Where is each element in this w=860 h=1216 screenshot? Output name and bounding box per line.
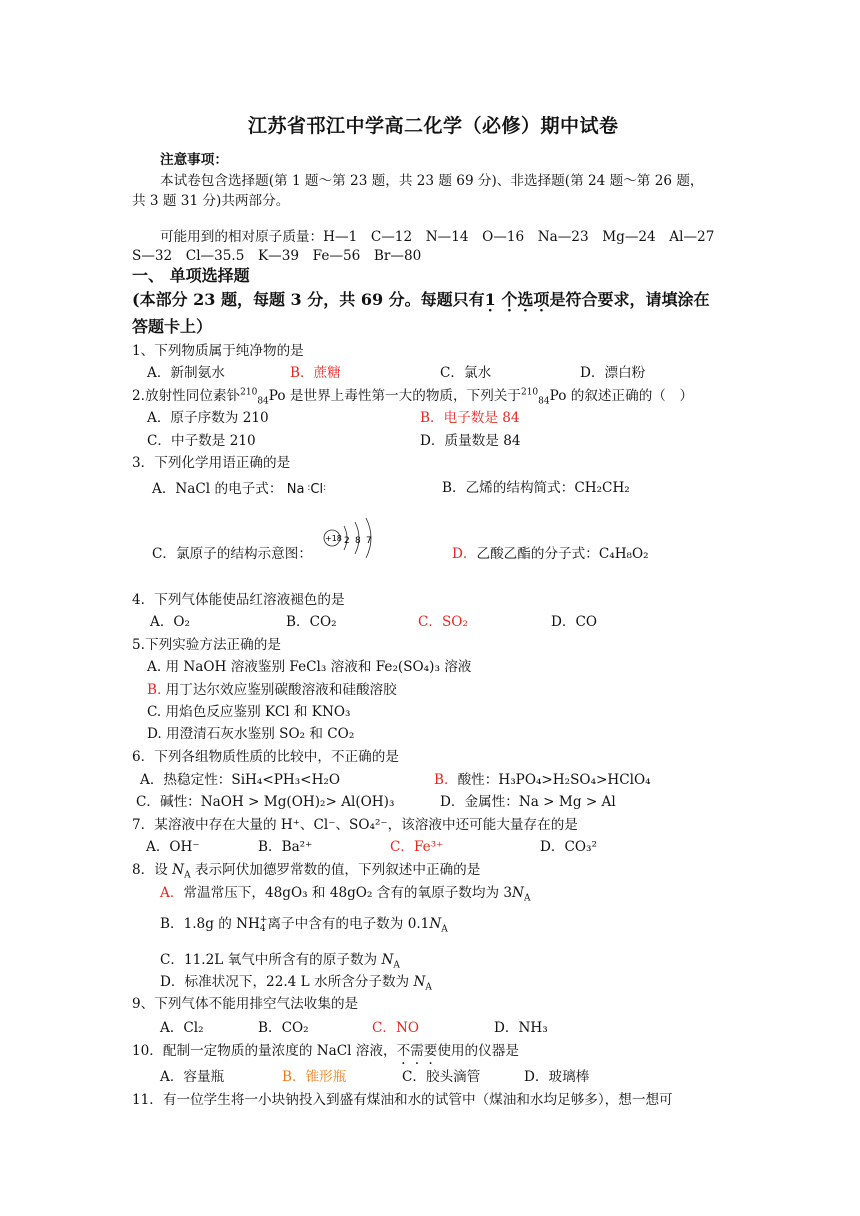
option-b: B．电子数是 84 — [420, 410, 520, 426]
option-a: A．NaCl 的电子式： Na :Cl: — [152, 481, 327, 497]
option-a: A．原子序数为 210 — [147, 410, 269, 426]
option-a: A．容量瓶 — [160, 1069, 225, 1085]
question-stem: 1、下列物质属于纯净物的是 — [132, 343, 304, 359]
option-c: C．SO₂ — [418, 614, 468, 630]
question-stem: 8．设 $N_A$ 表示阿伏加德罗常数的值，下列叙述中正确的是 — [132, 862, 481, 881]
option-c: C．碱性：NaOH > Mg(OH)₂> Al(OH)₃ — [136, 794, 395, 810]
option-a: A. 用 NaOH 溶液鉴别 FeCl₃ 溶液和 Fe₂(SO₄)₃ 溶液 — [147, 659, 472, 675]
option-d: D．CO₃² — [540, 839, 597, 855]
option-d: D. 用澄清石灰水鉴别 SO₂ 和 CO₂ — [147, 726, 355, 742]
question-stem: 11．有一位学生将一小块钠投入到盛有煤油和水的试管中（煤油和水均足够多），想一想可 — [132, 1092, 673, 1108]
option-d: D．金属性：Na > Mg > Al — [440, 794, 616, 810]
notice-heading: 注意事项： — [160, 152, 228, 168]
notice-line: 共 3 题 31 分)共两部分。 — [132, 193, 290, 209]
question-stem: 9、下列气体不能用排空气法收集的是 — [132, 996, 359, 1012]
option-a: A．O₂ — [150, 614, 191, 630]
option-b: B．乙烯的结构简式：CH₂CH₂ — [442, 480, 630, 496]
question-stem: 6．下列各组物质性质的比较中，不正确的是 — [132, 749, 399, 765]
option-c: C．氯原子的结构示意图： — [152, 546, 312, 562]
section-description: (本部分 23 题，每题 3 分，共 69 分。每题只有1 · 个选项是符合要求，请填涂在 — [132, 291, 709, 309]
option-d: D．CO — [551, 614, 598, 630]
notice-line: 本试卷包含选择题(第 1 题～第 23 题，共 23 题 69 分)、非选择题(第 24 题～第 26 题， — [160, 173, 704, 189]
option-b: B．蔗糖 — [290, 365, 341, 381]
option-a: A．常温常压下，48gO₃ 和 48gO₂ 含有的氧原子数均为 $3N_A$ — [160, 885, 531, 904]
question-stem: 3．下列化学用语正确的是 — [132, 455, 291, 471]
option-b: B．1.8g 的 NH+ 4 离子中含有的电子数为 $0.1N_A$ — [160, 914, 448, 935]
section-heading: 一、 单项选择题 — [132, 266, 250, 285]
option-c: C．Fe³⁺ — [390, 839, 444, 855]
nucleus-charge: +18 — [325, 534, 342, 543]
question-stem: 5.下列实验方法正确的是 — [132, 637, 281, 653]
option-b: B．CO₂ — [258, 1020, 309, 1036]
question-stem: 10．配制一定物质的量浓度的 NaCl 溶液，不需要使用的仪器是 — [132, 1043, 519, 1059]
option-c: C．中子数是 210 — [147, 433, 256, 449]
chlorine-atom-structure-diagram — [322, 516, 384, 560]
option-b: B．酸性：H₃PO₄>H₂SO₄>HClO₄ — [434, 772, 651, 788]
option-c: C. 用焰色反应鉴别 KCl 和 KNO₃ — [147, 704, 351, 720]
option-d: D．质量数是 84 — [420, 433, 521, 449]
option-d: D．玻璃棒 — [524, 1069, 590, 1085]
option-b: B．锥形瓶 — [282, 1069, 347, 1085]
option-d: D．乙酸乙酯的分子式：C₄H₈O₂ — [452, 546, 649, 562]
shell-electrons: 7 — [366, 536, 372, 546]
question-stem: 4．下列气体能使品红溶液褪色的是 — [132, 592, 345, 608]
shell-electrons: 2 — [344, 536, 350, 546]
electron-formula: Na :Cl: — [286, 482, 327, 497]
shell-electrons: 8 — [355, 536, 361, 546]
emphasis-dots: 不需要 — [396, 1043, 438, 1059]
option-c: C．胶头滴管 — [402, 1069, 481, 1085]
option-c: C．11.2L 氧气中所含有的原子数为 $N_A$ — [160, 952, 400, 971]
option-d: D．标准状况下，22.4 L 水所含分子数为 $N_A$ — [160, 974, 432, 993]
question-stem: 7．某溶液中存在大量的 H⁺、Cl⁻、SO₄²⁻，该溶液中还可能大量存在的是 — [132, 817, 578, 833]
emphasis-dots: 1 · 个选项 — [485, 290, 550, 309]
atomic-mass-line: 可能用到的相对原子质量：H—1 C—12 N—14 O—16 Na—23 Mg—24 Al—27 — [160, 229, 715, 245]
option-d: D．漂白粉 — [580, 365, 646, 381]
section-description: 答题卡上） — [132, 317, 213, 336]
option-c: C．NO — [372, 1020, 420, 1036]
option-a: A．热稳定性：SiH₄<PH₃<H₂O — [140, 772, 341, 788]
option-b: B．CO₂ — [286, 614, 337, 630]
option-c: C．氯水 — [440, 365, 492, 381]
option-a: A．Cl₂ — [160, 1020, 204, 1036]
option-a: A．OH⁻ — [146, 839, 200, 855]
page-title: 江苏省邗江中学高二化学（必修）期中试卷 — [248, 115, 619, 137]
option-d: D．NH₃ — [494, 1020, 548, 1036]
option-b: B．Ba²⁺ — [258, 839, 313, 855]
question-stem: 2.放射性同位素钋$^{210}_{84}$Po 是世界上毒性第一大的物质，下列关于$^{210}_{84}$Po 的叙述正确的（ ） — [132, 387, 694, 407]
option-a: A．新制氨水 — [147, 365, 225, 381]
option-b: B. 用丁达尔效应鉴别碳酸溶液和硅酸溶胶 — [147, 682, 397, 698]
atomic-mass-line: S—32 Cl—35.5 K—39 Fe—56 Br—80 — [132, 248, 422, 264]
